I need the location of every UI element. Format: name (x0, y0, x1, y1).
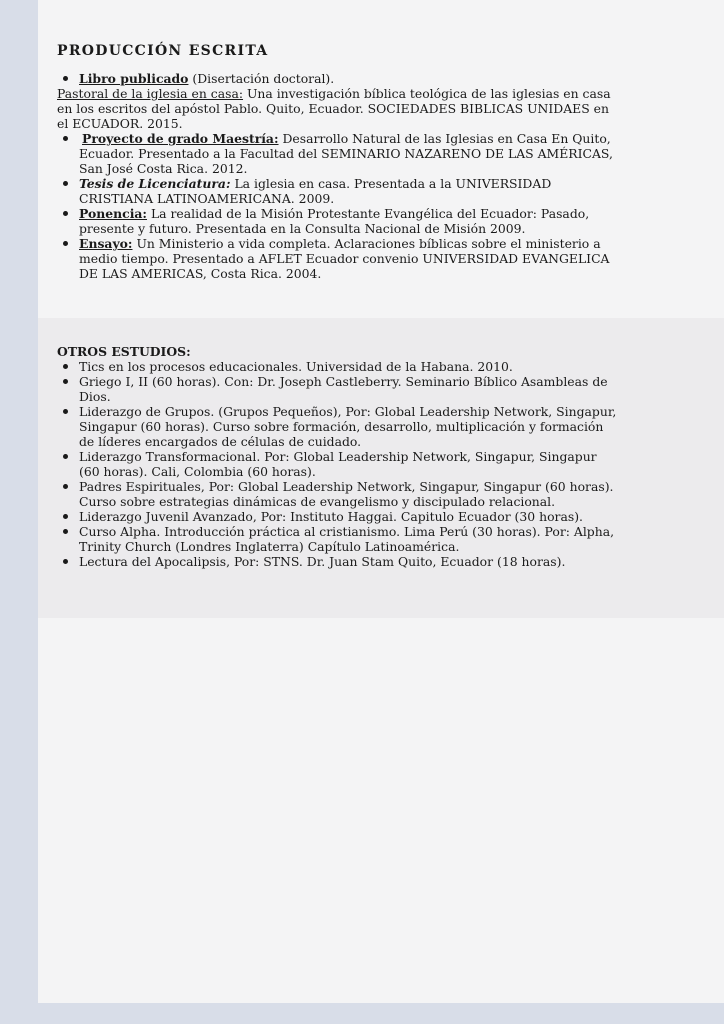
list-item: Lectura del Apocalipsis, Por: STNS. Dr. Juan Stam Quito, Ecuador (18 horas). (57, 554, 617, 569)
list-item (57, 236, 617, 281)
left-margin-bar (0, 0, 38, 1024)
list-item: Curso Alpha. Introducción práctica al cristianismo. Lima Perú (30 horas). Por: Alpha, Trinity Church (Londres Inglaterra) Capítulo Latinoamérica. (57, 524, 617, 554)
ensayo-label: Ensayo: (79, 236, 133, 251)
libro-publicado-label: Libro publicado (79, 71, 189, 86)
list-item: Tics en los procesos educacionales. Universidad de la Habana. 2010. (57, 359, 617, 374)
libro-publicado-text: (Disertación doctoral). (188, 71, 335, 86)
tesis-licenciatura-text: La iglesia en casa. Presentada a la UNIVERSIDAD CRISTIANA LATINOAMERICANA. 2009. (79, 176, 552, 206)
list-item: Liderazgo Juvenil Avanzado, Por: Instituto Haggai. Capitulo Ecuador (30 horas). (57, 509, 617, 524)
proyecto-maestria-label: Proyecto de grado Maestría: (82, 131, 279, 146)
list-item (57, 176, 617, 206)
list-item (57, 131, 617, 176)
otros-estudios-heading: OTROS ESTUDIOS: (57, 344, 191, 359)
produccion-escrita-section (38, 0, 724, 318)
otros-estudios-list (57, 359, 617, 569)
pastoral-paragraph (57, 86, 617, 131)
produccion-escrita-heading: PRODUCCIÓN ESCRITA (57, 43, 269, 59)
proyecto-maestria-text: Desarrollo Natural de las Iglesias en Casa En Quito, Ecuador. Presentado a la Facultad del SEMINARIO NAZARENO DE LAS AMÉRICAS, San José Costa Rica. 2012. (79, 131, 613, 176)
list-item: Liderazgo de Grupos. (Grupos Pequeños), Por: Global Leadership Network, Singapur, Singapur (60 horas). Curso sobre formación, desarrollo, multiplicación y formación de líderes encargados de células de cuidado. (57, 404, 617, 449)
list-item: Padres Espirituales, Por: Global Leadership Network, Singapur, Singapur (60 horas). Curso sobre estrategias dinámicas de evangelismo y discipulado relacional. (57, 479, 617, 509)
list-item (57, 71, 617, 86)
list-item: Liderazgo Transformacional. Por: Global Leadership Network, Singapur, Singapur (60 horas). Cali, Colombia (60 horas). (57, 449, 617, 479)
empty-section (38, 618, 724, 1003)
ensayo-text: Un Ministerio a vida completa. Aclaraciones bíblicas sobre el ministerio a medio tiempo. Presentado a AFLET Ecuador convenio UNIVERSIDAD EVANGELICA DE LAS AMERICAS, Costa Rica. 2004. (79, 236, 610, 281)
pastoral-label: Pastoral de la iglesia en casa: (57, 86, 244, 101)
list-item: Griego I, II (60 horas). Con: Dr. Joseph Castleberry. Seminario Bíblico Asambleas de Dios. (57, 374, 617, 404)
ponencia-text: La realidad de la Misión Protestante Evangélica del Ecuador: Pasado, presente y futuro. Presentada en la Consulta Nacional de Misión 2009. (79, 206, 590, 236)
document-page (38, 0, 724, 1003)
ponencia-label: Ponencia: (79, 206, 148, 221)
list-item (57, 206, 617, 236)
tesis-licenciatura-label: Tesis de Licenciatura: (79, 176, 231, 191)
bottom-margin-bar (38, 1003, 724, 1024)
otros-estudios-section (38, 318, 724, 618)
produccion-escrita-list (57, 71, 617, 281)
pastoral-text: Una investigación bíblica teológica de las iglesias en casa en los escritos del apóstol Pablo. Quito, Ecuador. SOCIEDADES BIBLICAS UNIDAES en el ECUADOR. 2015. (57, 86, 611, 131)
